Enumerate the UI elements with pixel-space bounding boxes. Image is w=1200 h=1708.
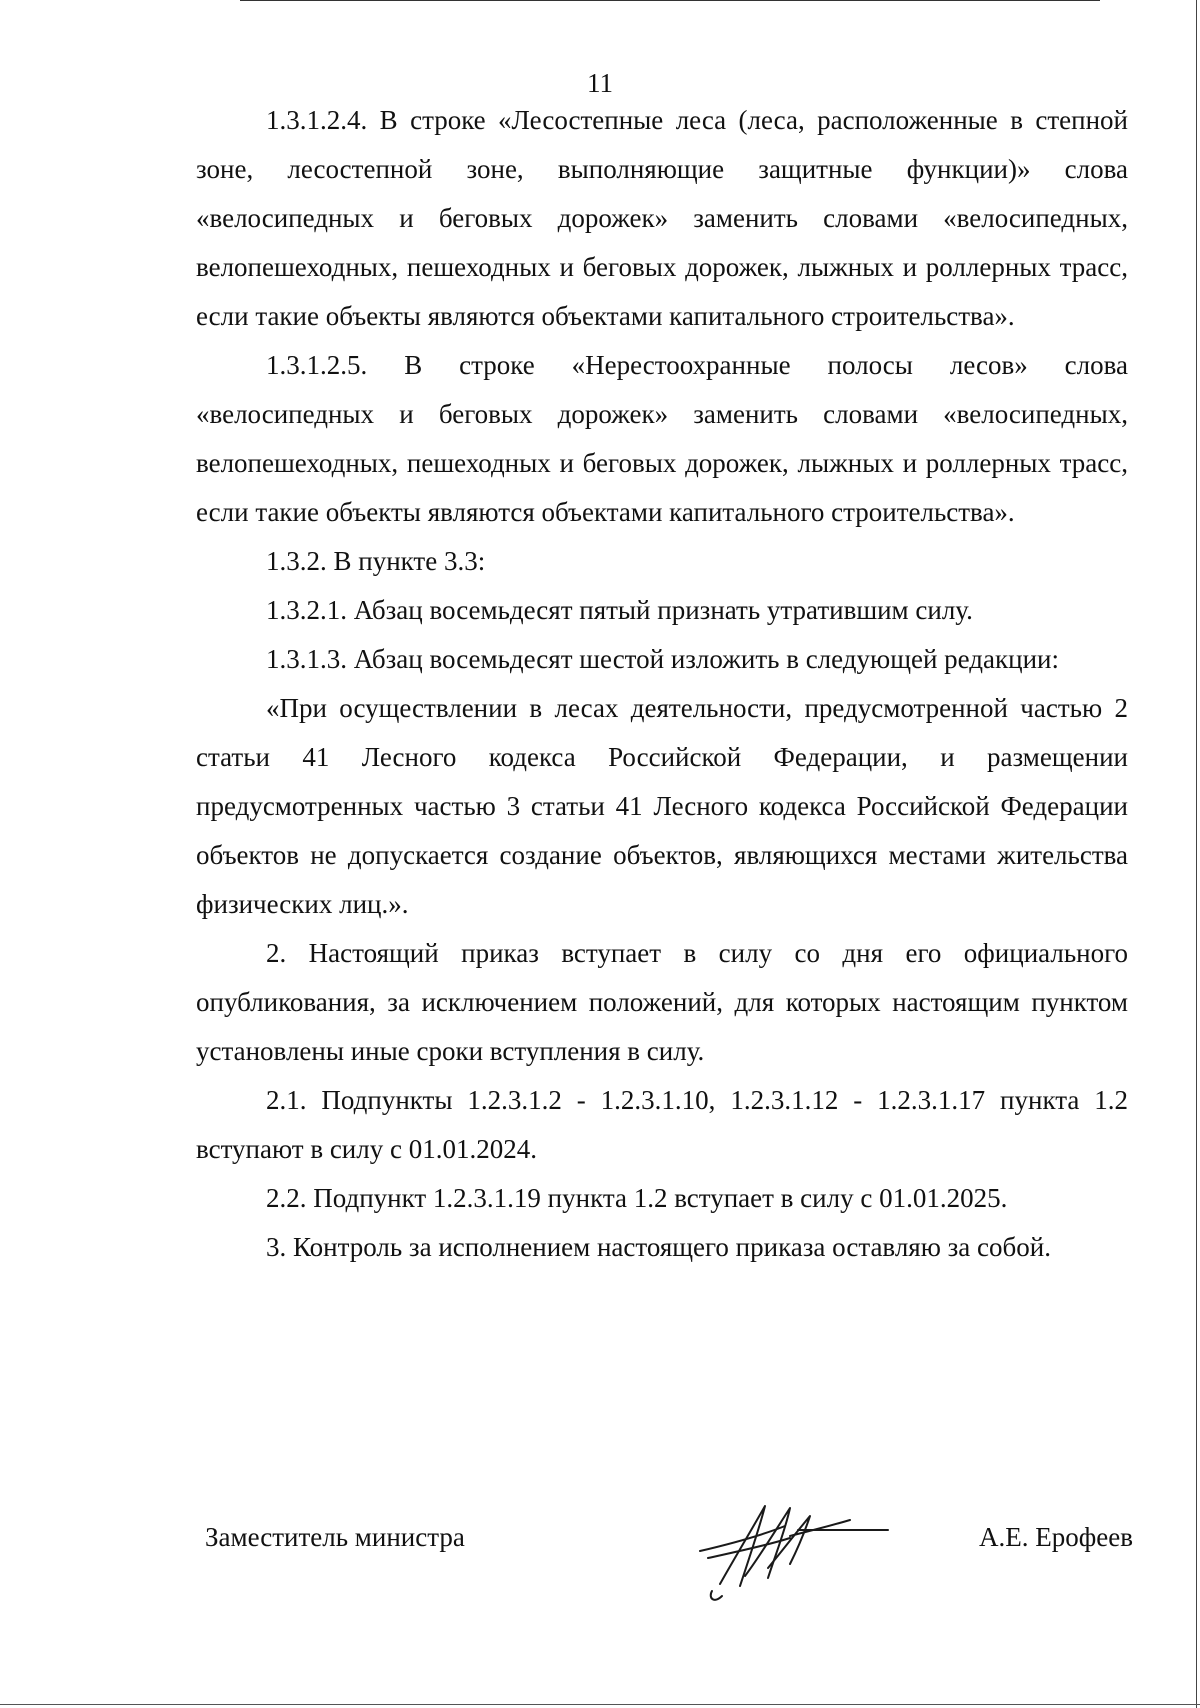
scan-edge-top (240, 0, 1100, 1)
signatory-name: А.Е. Ерофеев (979, 1522, 1133, 1552)
scan-edge-bottom (0, 1704, 1200, 1705)
scan-edge-right (1196, 0, 1197, 1708)
paragraph-1-3-1-2-5: 1.3.1.2.5. В строке «Нерестоохранные полосы лесов» слова «велосипедных и беговых дорожек» заменить словами «велосипедных, велопешеходных, пешеходных и беговых дорожек, лыжных и роллерных трасс, если такие объекты являются объектами капитального строительства». (196, 350, 1128, 527)
paragraph-1-3-2: 1.3.2. В пункте 3.3: (266, 546, 486, 576)
signature-block (205, 1522, 1133, 1582)
paragraph-2-1: 2.1. Подпункты 1.2.3.1.2 - 1.2.3.1.10, 1.2.3.1.12 - 1.2.3.1.17 пункта 1.2 вступают в силу с 01.01.2024. (196, 1085, 1128, 1164)
paragraph-2-2: 2.2. Подпункт 1.2.3.1.19 пункта 1.2 вступает в силу с 01.01.2025. (266, 1183, 1008, 1213)
paragraph-1-3-2-1: 1.3.2.1. Абзац восемьдесят пятый признать утратившим силу. (266, 595, 973, 625)
page-number: 11 (587, 68, 613, 98)
document-body (196, 96, 1128, 1272)
paragraph-3: 3. Контроль за исполнением настоящего приказа оставляю за собой. (266, 1232, 1051, 1262)
paragraph-1-3-1-2-4: 1.3.1.2.4. В строке «Лесостепные леса (леса, расположенные в степной зоне, лесостепной зоне, выполняющие защитные функции)» слова «велосипедных и беговых дорожек» заменить словами «велосипедных, велопешеходных, пешеходных и беговых дорожек, лыжных и роллерных трасс, если такие объекты являются объектами капитального строительства». (196, 105, 1128, 331)
paragraph-quoted-text: «При осуществлении в лесах деятельности, предусмотренной частью 2 статьи 41 Лесного кодекса Российской Федерации, и размещении предусмотренных частью 3 статьи 41 Лесного кодекса Российской Федерации объектов не допускается создание объектов, являющихся местами жительства физических лиц.». (196, 693, 1128, 919)
signatory-position: Заместитель министра (205, 1522, 465, 1552)
paragraph-1-3-1-3: 1.3.1.3. Абзац восемьдесят шестой изложить в следующей редакции: (266, 644, 1059, 674)
paragraph-2: 2. Настоящий приказ вступает в силу со дня его официального опубликования, за исключением положений, для которых настоящим пунктом установлены иные сроки вступления в силу. (196, 938, 1128, 1066)
handwritten-signature (690, 1496, 910, 1606)
